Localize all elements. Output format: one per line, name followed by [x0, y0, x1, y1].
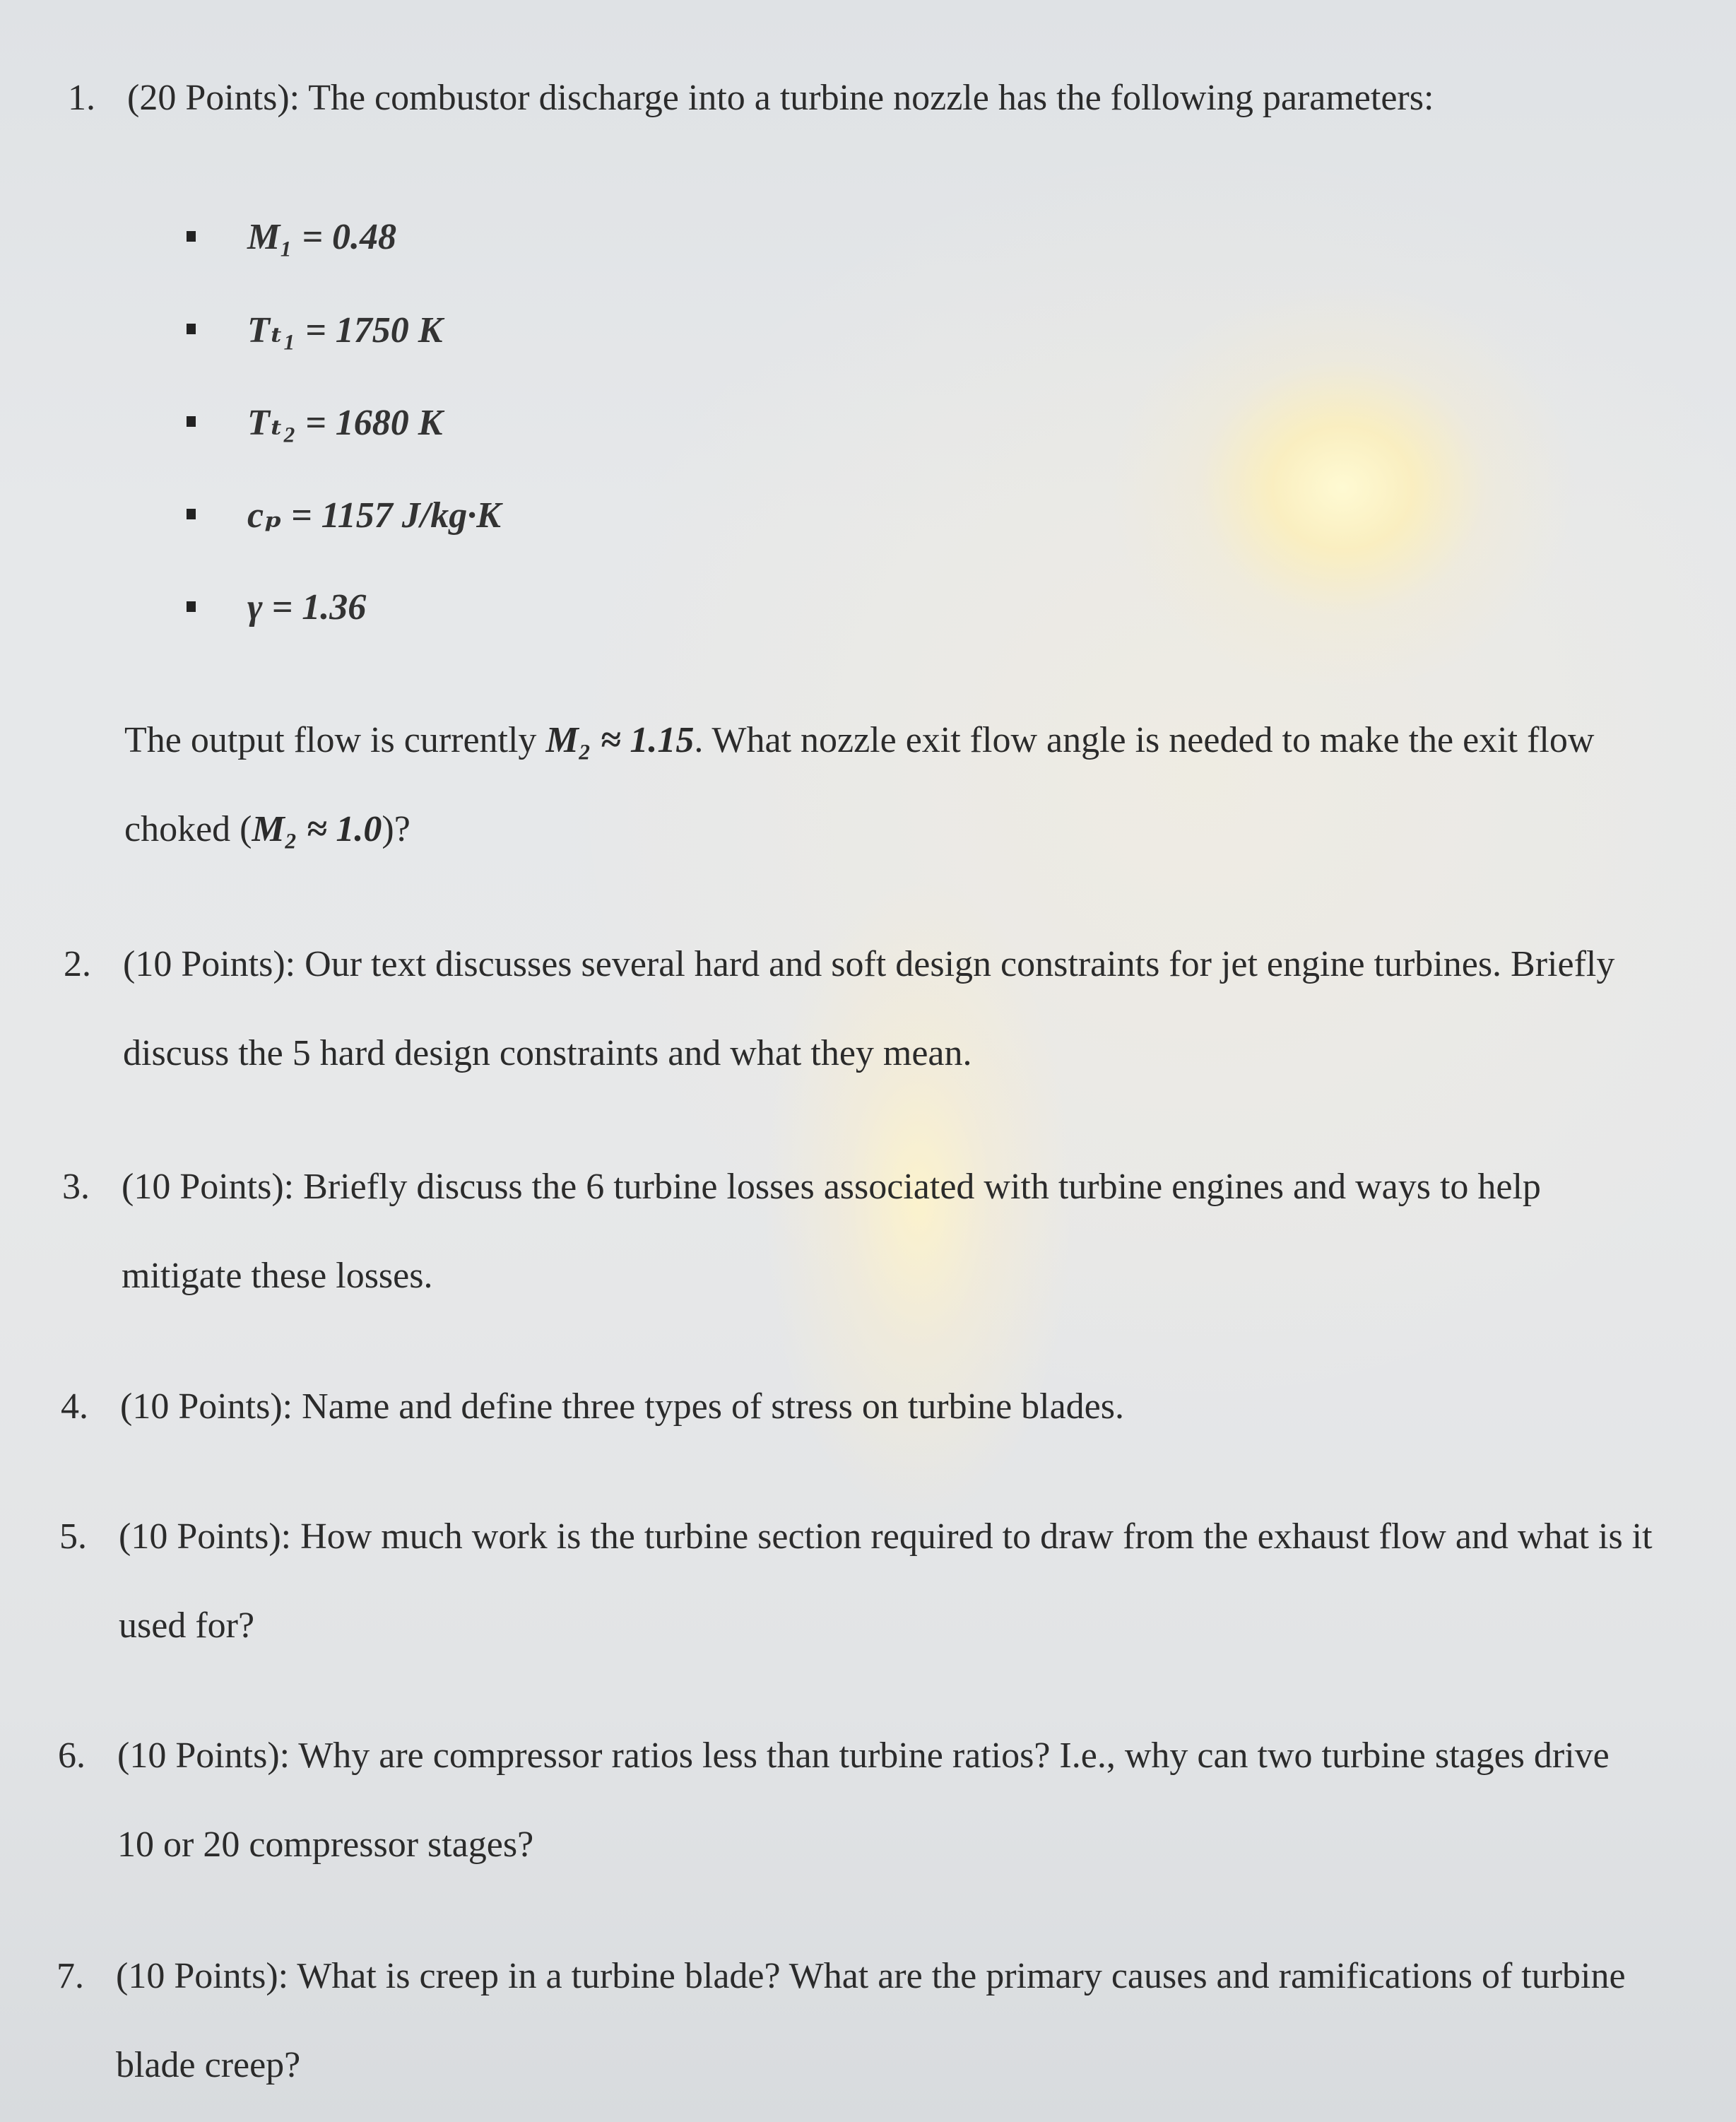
followup-pre: The output flow is currently	[124, 720, 537, 760]
question-body: Name and define three types of stress on turbine blades.	[302, 1386, 1124, 1427]
question-6	[58, 1711, 1655, 1890]
parameter-total-temp-1: Tₜ₁ = 1750 K	[247, 310, 443, 350]
bullet-icon	[187, 509, 196, 519]
followup-m2: M₂ ≈ 1.15	[545, 720, 695, 760]
question-7	[57, 1932, 1653, 2110]
question-text	[116, 1932, 1656, 2110]
parameter-total-temp-2: Tₜ₂ = 1680 K	[247, 403, 443, 443]
question-points: (10 Points):	[120, 1386, 293, 1427]
question-points: (20 Points):	[127, 78, 300, 118]
question-number: 7.	[57, 1956, 84, 1996]
parameter-item	[189, 468, 501, 561]
followup-mid: . What nozzle exit flow angle is needed to make the exit flow choked (	[124, 720, 1595, 849]
question-3	[62, 1143, 1659, 1321]
question-number: 3.	[62, 1167, 90, 1207]
question-text	[119, 1492, 1656, 1670]
question-text	[127, 54, 1665, 143]
question-points: (10 Points):	[123, 944, 296, 984]
bullet-icon	[187, 324, 196, 334]
followup-m2-target: M₂ ≈ 1.0	[252, 809, 382, 849]
question-body: Briefly discuss the 6 turbine losses associated with turbine engines and ways to help mitigate these losses.	[122, 1167, 1541, 1296]
parameter-item	[189, 561, 501, 654]
question-4	[61, 1362, 1658, 1451]
parameter-item	[189, 191, 501, 283]
parameter-gamma: γ = 1.36	[247, 587, 367, 627]
question-number: 6.	[58, 1735, 85, 1776]
question-body: The combustor discharge into a turbine nozzle has the following parameters:	[308, 78, 1434, 118]
parameter-list	[189, 191, 501, 654]
question-5	[59, 1492, 1656, 1670]
bullet-icon	[187, 416, 196, 427]
followup-end: )?	[382, 809, 411, 849]
question-text	[117, 1711, 1615, 1890]
bullet-icon	[187, 231, 196, 242]
question-text	[120, 1362, 1658, 1451]
question-number: 4.	[61, 1386, 88, 1427]
bullet-icon	[187, 601, 196, 612]
question-text	[123, 920, 1660, 1098]
question-body: What is creep in a turbine blade? What are the primary causes and ramifications of turbine blade creep?	[116, 1956, 1626, 2085]
question-body: Our text discusses several hard and soft design constraints for jet engine turbines. Briefly discuss the 5 hard design constraints and what they mean.	[123, 944, 1615, 1073]
parameter-mach-1: M₁ = 0.48	[247, 217, 396, 257]
question-points: (10 Points):	[119, 1516, 292, 1557]
question-text	[122, 1143, 1641, 1321]
parameter-item	[189, 283, 501, 376]
question-points: (10 Points):	[116, 1956, 289, 1996]
parameter-item	[189, 376, 501, 468]
question-number: 5.	[59, 1516, 87, 1557]
question-1	[68, 54, 1665, 143]
question-number: 1.	[68, 78, 95, 118]
question-points: (10 Points):	[117, 1735, 290, 1776]
parameter-specific-heat: cₚ = 1157 J/kg·K	[247, 495, 501, 536]
question-body: Why are compressor ratios less than turbine ratios? I.e., why can two turbine stages drive 10 or 20 compressor stages?	[117, 1735, 1610, 1865]
question-2	[64, 920, 1660, 1098]
question-1-followup	[124, 696, 1643, 874]
question-points: (10 Points):	[122, 1167, 295, 1207]
question-body: How much work is the turbine section required to draw from the exhaust flow and what is it used for?	[119, 1516, 1653, 1646]
question-number: 2.	[64, 944, 91, 984]
